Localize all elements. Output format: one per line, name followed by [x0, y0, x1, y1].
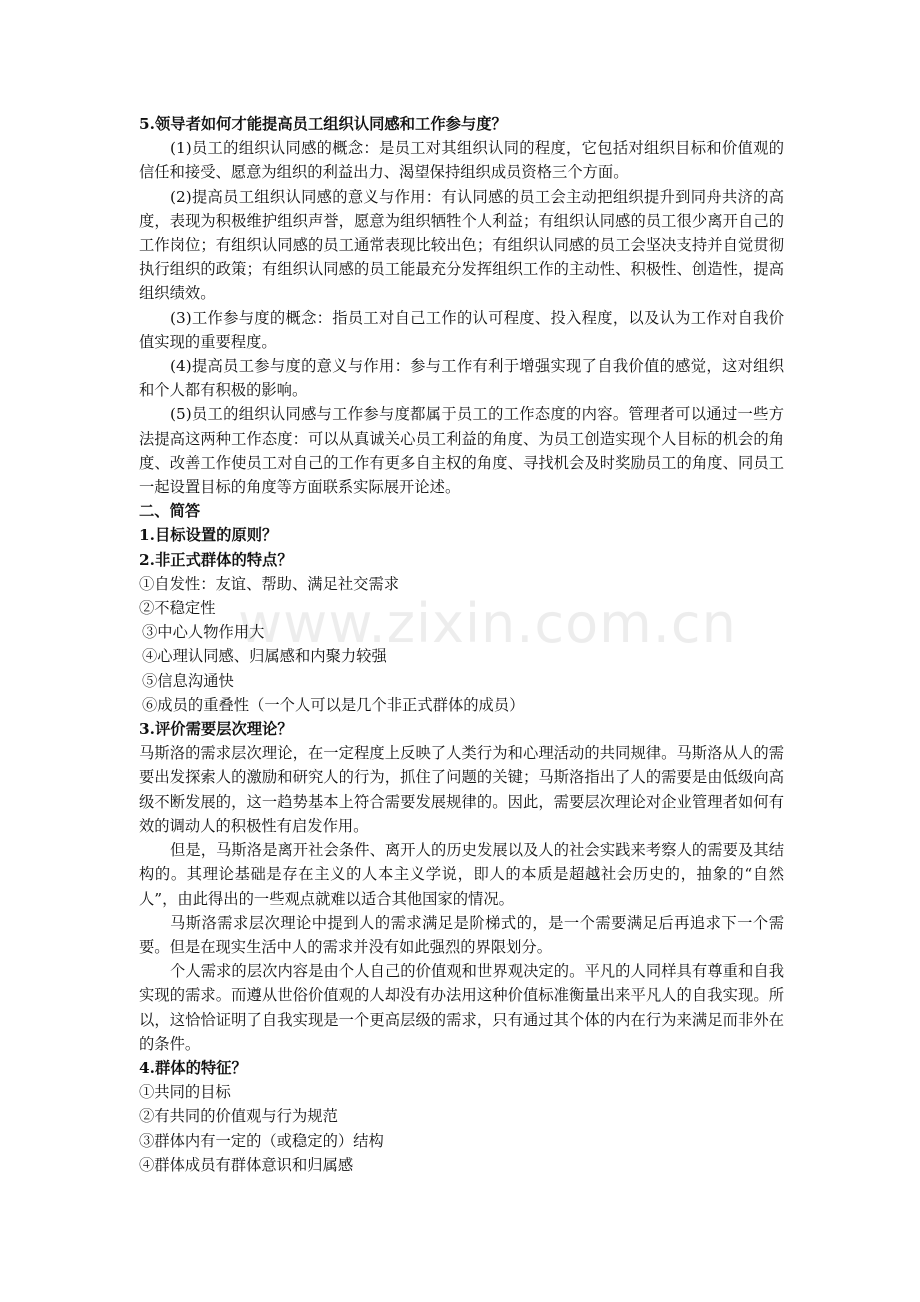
list-item: ①共同的目标: [139, 1083, 231, 1102]
document-page: [139, 112, 784, 1177]
watermark: www.zixin.com.cn: [238, 592, 737, 655]
paragraph: (3)工作参与度的概念：指员工对自己工作的认可程度、投入程度，以及认为工作对自我价值实现的重要程度。: [139, 308, 784, 351]
list-item: ③中心人物作用大: [142, 623, 265, 642]
list-item: ②不稳定性: [139, 599, 216, 618]
question-heading: 1.目标设置的原则？: [139, 526, 278, 545]
question-heading: 3.评价需要层次理论？: [139, 720, 293, 739]
paragraph: 但是，马斯洛是离开社会条件、离开人的历史发展以及人的社会实践来考察人的需要及其结构的。其理论基础是存在主义的人本主义学说，即人的本质是超越社会历史的，抽象的“自然人”，由此得出的一些观点就难以适合其他国家的情况。: [139, 841, 784, 908]
paragraph: (5)员工的组织认同感与工作参与度都属于员工的工作态度的内容。管理者可以通过一些方法提高这两种工作态度：可以从真诚关心员工利益的角度、为员工创造实现个人目标的机会的角度、改善工作使员工对自己的工作有更多自主权的角度、寻找机会及时奖励员工的角度、同员工一起设置目标的角度等方面联系实际展开论述。: [139, 405, 784, 497]
paragraph: 马斯洛需求层次理论中提到人的需求满足是阶梯式的，是一个需要满足后再追求下一个需要。但是在现实生活中人的需求并没有如此强烈的界限划分。: [139, 913, 784, 956]
section2-heading: 二、简答: [139, 502, 201, 521]
paragraph: (1)员工的组织认同感的概念：是员工对其组织认同的程度，它包括对组织目标和价值观的信任和接受、愿意为组织的利益出力、渴望保持组织成员资格三个方面。: [139, 139, 784, 182]
paragraph: 马斯洛的需求层次理论，在一定程度上反映了人类行为和心理活动的共同规律。马斯洛从人的需要出发探索人的激励和研究人的行为，抓住了问题的关键；马斯洛指出了人的需要是由低级向高级不断发展的，这一趋势基本上符合需要发展规律的。因此，需要层次理论对企业管理者如何有效的调动人的积极性有启发作用。: [139, 744, 784, 835]
paragraph: (4)提高员工参与度的意义与作用：参与工作有利于增强实现了自我价值的感觉，这对组织和个人都有积极的影响。: [139, 357, 784, 400]
question-heading: 4.群体的特征？: [139, 1058, 247, 1077]
list-item: ⑤信息沟通快: [142, 671, 234, 690]
list-item: ④群体成员有群体意识和归属感: [139, 1155, 354, 1174]
list-item: ①自发性：友谊、帮助、满足社交需求: [139, 574, 400, 593]
paragraph: 个人需求的层次内容是由个人自己的价值观和世界观决定的。平凡的人同样具有尊重和自我实现的需求。而遵从世俗价值观的人却没有办法用这种价值标准衡量出来平凡人的自我实现。所以，这恰恰证明了自我实现是一个更高层级的需求，只有通过其个体的内在行为来满足而非外在的条件。: [139, 962, 784, 1053]
section5-heading: 5.领导者如何才能提高员工组织认同感和工作参与度？: [139, 115, 507, 133]
list-item: ④心理认同感、归属感和内聚力较强: [142, 647, 387, 666]
list-item: ②有共同的价值观与行为规范: [139, 1107, 338, 1126]
question-heading: 2.非正式群体的特点？: [139, 550, 293, 569]
list-item: ③群体内有一定的（或稳定的）结构: [139, 1131, 384, 1150]
list-item: ⑥成员的重叠性（一个人可以是几个非正式群体的成员）: [142, 695, 525, 714]
paragraph: (2)提高员工组织认同感的意义与作用：有认同感的员工会主动把组织提升到同舟共济的高度，表现为积极维护组织声誉，愿意为组织牺牲个人利益；有组织认同感的员工很少离开自己的工作岗位；有组织认同感的员工通常表现比较出色；有组织认同感的员工会坚决支持并自觉贯彻执行组织的政策；有组织认同感的员工能最充分发挥组织工作的主动性、积极性、创造性，提高组织绩效。: [139, 187, 784, 303]
